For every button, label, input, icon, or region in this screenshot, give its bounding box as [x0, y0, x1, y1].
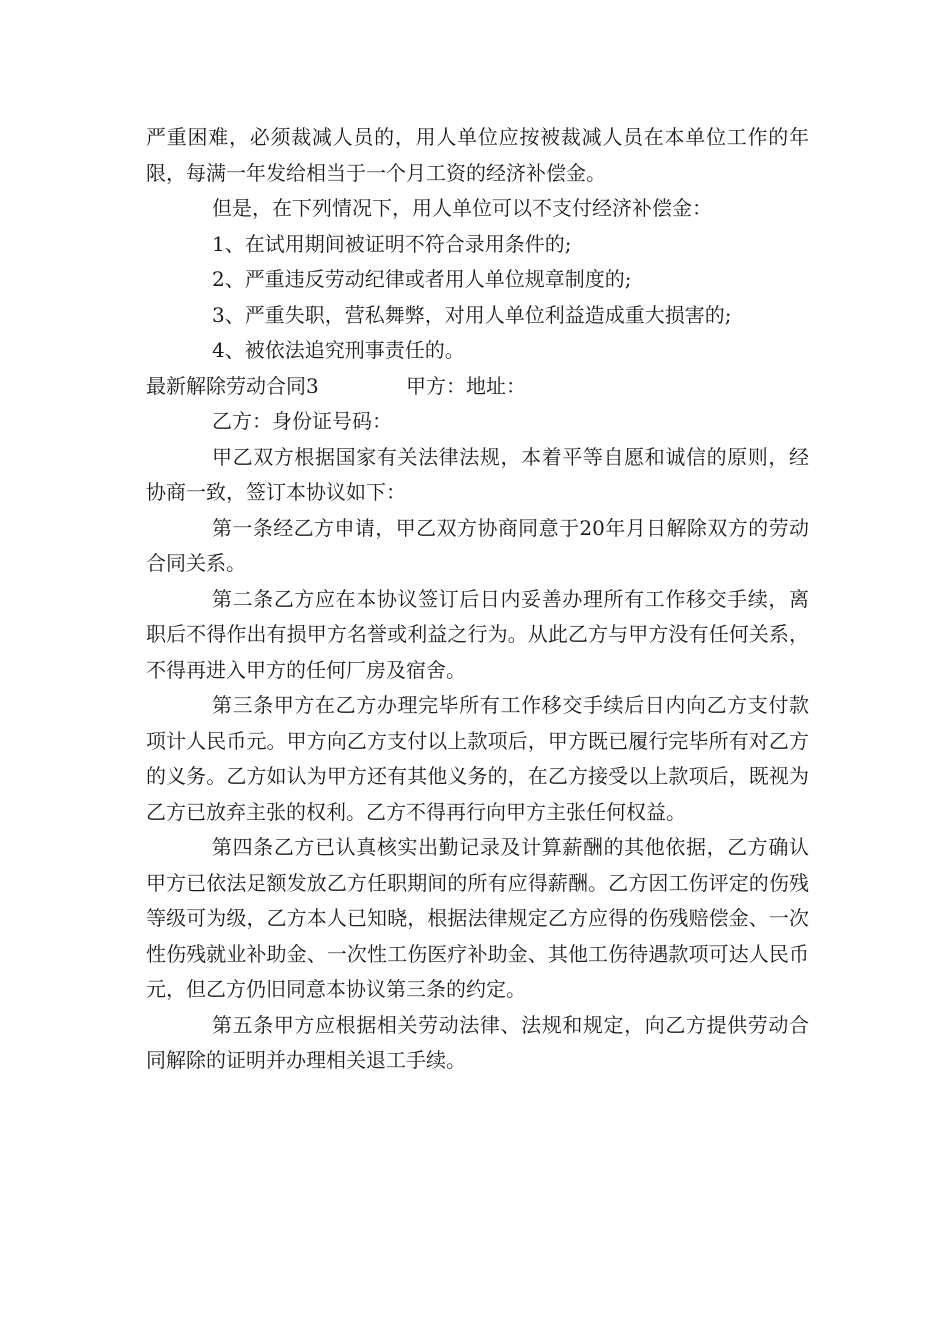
section-title: 最新解除劳动合同3 — [146, 373, 319, 398]
list-item: 2、严重违反劳动纪律或者用人单位规章制度的; — [212, 267, 632, 291]
party-a-line: 甲方：地址： — [406, 373, 526, 398]
section-heading-line — [146, 369, 809, 405]
list-item: 1、在试用期间被证明不符合录用条件的; — [212, 231, 572, 256]
list-item: 3、严重失职，营私舞弊，对用人单位利益造成重大损害的; — [212, 302, 732, 327]
clause-3: 第三条甲方在乙方办理完毕所有工作移交手续后日内向乙方支付款项计人民币元。甲方向乙方支付以上款项后，甲方既已履行完毕所有对乙方的义务。乙方如认为甲方还有其他义务的，在乙方接受以上款项后，既视为乙方已放弃主张的权利。乙方不得再行向甲方主张任何权益。 — [146, 693, 809, 824]
document-body — [146, 120, 809, 1079]
paragraph: 严重困难，必须裁减人员的，用人单位应按被裁减人员在本单位工作的年限，每满一年发给相当于一个月工资的经济补偿金。 — [146, 125, 809, 185]
paragraph: 甲乙双方根据国家有关法律法规，本着平等自愿和诚信的原则，经协商一致，签订本协议如下： — [146, 444, 809, 504]
clause-4: 第四条乙方已认真核实出勤记录及计算薪酬的其他依据，乙方确认甲方已依法足额发放乙方任职期间的所有应得薪酬。乙方因工伤评定的伤残等级可为级，乙方本人已知晓，根据法律规定乙方应得的伤残赔偿金、一次性伤残就业补助金、一次性工伤医疗补助金、其他工伤待遇款项可达人民币元，但乙方仍旧同意本协议第三条的约定。 — [146, 835, 809, 1001]
clause-5: 第五条甲方应根据相关劳动法律、法规和规定，向乙方提供劳动合同解除的证明并办理相关退工手续。 — [146, 1012, 809, 1072]
party-b-line: 乙方：身份证号码： — [212, 409, 392, 433]
clause-1: 第一条经乙方申请，甲乙双方协商同意于20年月日解除双方的劳动合同关系。 — [146, 515, 809, 575]
list-item: 4、被依法追究刑事责任的。 — [212, 338, 465, 362]
clause-2: 第二条乙方应在本协议签订后日内妥善办理所有工作移交手续，离职后不得作出有损甲方名誉或利益之行为。从此乙方与甲方没有任何关系，不得再进入甲方的任何厂房及宿舍。 — [146, 586, 809, 682]
paragraph: 但是，在下列情况下，用人单位可以不支付经济补偿金： — [212, 196, 712, 220]
